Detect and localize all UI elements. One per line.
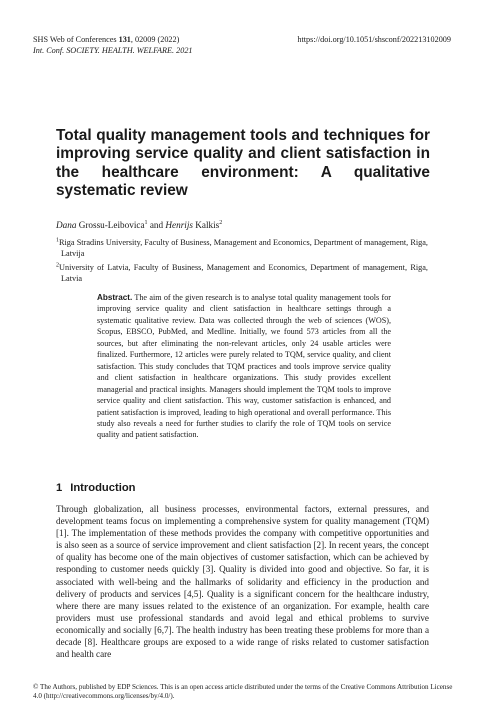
author-list xyxy=(56,219,222,231)
affiliation xyxy=(56,262,428,284)
journal-volume: 131 xyxy=(118,35,131,44)
doi-link[interactable]: https://doi.org/10.1051/shsconf/202213102009 xyxy=(297,35,451,44)
conference-name: Int. Conf. SOCIETY. HEALTH. WELFARE. 2021 xyxy=(33,46,193,55)
paper-title: Total quality management tools and techniques for improving service quality and client satisfaction in the healthcare environment: A qualitative systematic review xyxy=(56,127,430,199)
author-given-name: Dana xyxy=(56,220,77,230)
affiliation-text: Riga Stradins University, Faculty of Business, Management and Economics, Department of management, Riga, Latvija xyxy=(59,238,428,259)
affiliation-text: University of Latvia, Faculty of Business, Management and Economics, Department of management, Riga, Latvia xyxy=(59,263,428,284)
section-title: Introduction xyxy=(70,482,136,494)
author-given-name: Henrijs xyxy=(165,220,193,230)
affiliation-number: 1 xyxy=(56,237,59,244)
affiliation xyxy=(56,237,428,259)
author-family-name: Kalkis xyxy=(192,220,220,230)
journal-name: SHS Web of Conferences xyxy=(33,35,119,44)
article-ref: , 02009 (2022) xyxy=(130,35,180,44)
author-family-name: Grossu-Leibovica xyxy=(76,220,145,230)
abstract-text: The aim of the given research is to analyse total quality management tools for improving service quality and client satisfaction in healthcare settings through a systematic qualitative review. Data was collected through the web of sciences (WOS), Scopus, EBSCO, PubMed, and Medline. Initially, we found 573 articles from all the sources, but after eliminating the non-relevant articles, only 24 usable articles were finalized. Furthermore, 12 articles were purely related to TQM, service quality, and client satisfaction. This study concludes that TQM practices and tools improve service quality and client satisfaction in healthcare organizations. This study provides excellent managerial and practical insights. Managers should implement the TQM tools to improve service quality and client satisfaction. This way, customer satisfaction is enhanced, and patient satisfaction is improved, leading to high operational and overall performance. This study also reveals a need for further studies to clarify the role of TQM tools on service quality and patient satisfaction. xyxy=(97,293,391,440)
section-number: 1 xyxy=(56,482,63,494)
affiliation-number: 2 xyxy=(56,262,59,269)
body-paragraph: Through globalization, all business processes, environmental factors, external pressures, and development teams focus on implementing a comprehensive system for quality management (TQM) [1]. The implementation of these methods provides the company with competitive opportunities and is also seen as a source of service improvement and client satisfaction [2]. In recent years, the concept of quality has become one of the main objectives of customer satisfaction, which can be achieved by responding to customer needs quickly [3]. Quality is divided into good and objective. So far, it is associated with well-being and the hallmarks of solidarity and efficiency in the production and delivery of products and services [4,5]. Quality is a significant concern for the healthcare industry, where there are many issues related to the existence of an organization. For example, health care providers must use professional standards and avoid legal and ethical problems to survive economically and socially [6,7]. The health industry has been treating these problems for more than a decade [8]. Healthcare groups are exposed to a wide range of risks related to customer satisfaction and health care xyxy=(56,504,429,660)
abstract-label: Abstract. xyxy=(97,293,133,302)
license-footer: © The Authors, published by EDP Sciences. This is an open access article distributed under the terms of the Creative Commons Attribution License 4.0 (http://creativecommons.org/licenses/by/4.0/). xyxy=(33,683,453,701)
abstract xyxy=(97,292,391,441)
header-row xyxy=(33,34,451,45)
section-heading xyxy=(56,481,135,495)
journal-citation xyxy=(33,34,179,45)
author-joiner: and xyxy=(147,220,166,230)
author-affil-mark: 1 xyxy=(144,219,148,226)
running-header xyxy=(33,34,451,56)
author-affil-mark: 2 xyxy=(219,219,223,226)
